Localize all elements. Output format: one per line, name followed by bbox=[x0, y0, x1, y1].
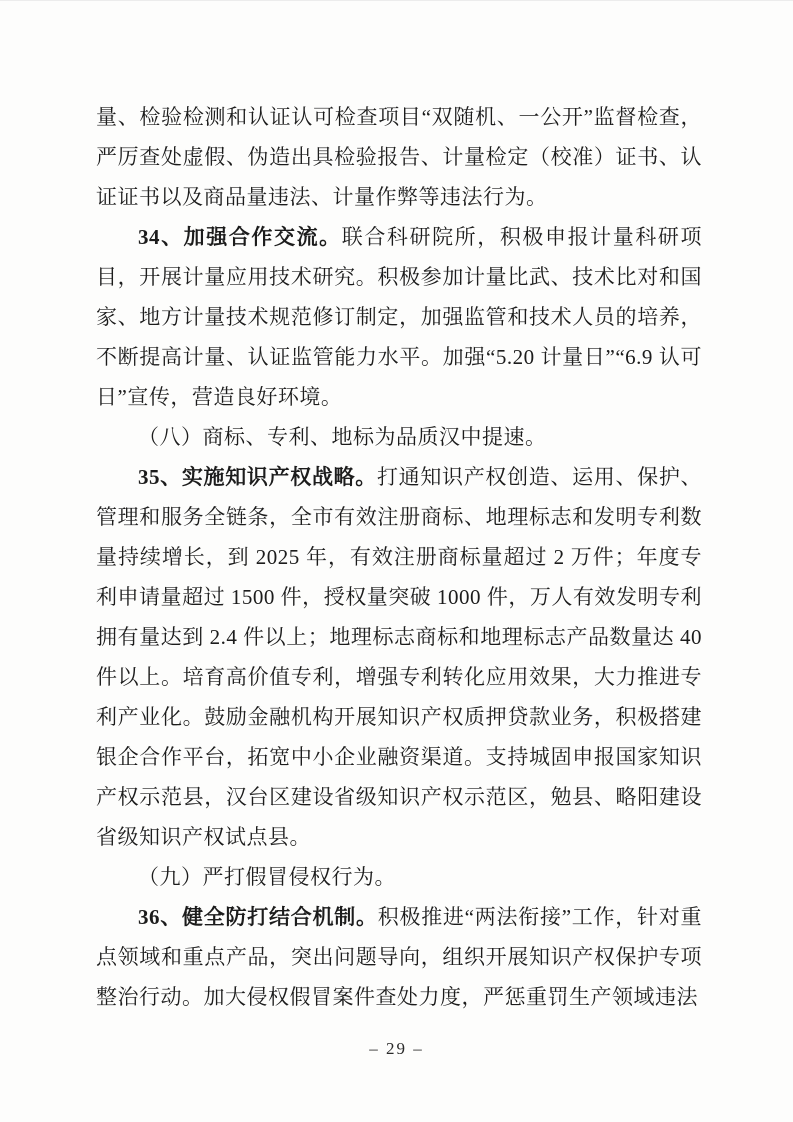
page-number: – 29 – bbox=[369, 1039, 424, 1058]
paragraph-34-lead: 34、加强合作交流。 bbox=[138, 225, 342, 249]
paragraph-continuation bbox=[96, 97, 702, 217]
paragraph-35-lead: 35、实施知识产权战略。 bbox=[138, 465, 377, 489]
paragraph-continuation-text: 量、检验检测和认证认可检查项目“双随机、一公开”监督检查，严厉查处虚假、伪造出具检验报告、计量检定（校准）证书、认证证书以及商品量违法、计量作弊等违法行为。 bbox=[96, 105, 702, 209]
section-heading-9-text: （九）严打假冒侵权行为。 bbox=[138, 865, 396, 889]
paragraph-34 bbox=[96, 217, 702, 417]
section-heading-9 bbox=[96, 857, 702, 897]
document-body bbox=[96, 97, 702, 1017]
paragraph-36-text: 积极推进“两法衔接”工作，针对重点领域和重点产品，突出问题导向，组织开展知识产权保护专项整治行动。加大侵权假冒案件查处力度，严惩重罚生产领域违法 bbox=[96, 905, 703, 1009]
paragraph-36-lead: 36、健全防打结合机制。 bbox=[138, 905, 378, 929]
paragraph-35 bbox=[96, 457, 702, 857]
paragraph-35-text: 打通知识产权创造、运用、保护、管理和服务全链条，全市有效注册商标、地理标志和发明专利数量持续增长，到 2025 年，有效注册商标量超过 2 万件；年度专利申请量超过 1500 件，授权量突破 1000 件，万人有效发明专利拥有量达到 2.4 件以上；地理标志商标和地理标志产品数量达 40 件以上。培育高价值专利，增强专利转化应用效果，大力推进专利产业化。鼓励金融机构开展知识产权质押贷款业务，积极搭建银企合作平台，拓宽中小企业融资渠道。支持城固申报国家知识产权示范县，汉台区建设省级知识产权示范区，勉县、略阳建设省级知识产权试点县。 bbox=[96, 465, 703, 849]
paragraph-34-text: 联合科研院所，积极申报计量科研项目，开展计量应用技术研究。积极参加计量比武、技术比对和国家、地方计量技术规范修订制定，加强监管和技术人员的培养，不断提高计量、认证监管能力水平。加强“5.20 计量日”“6.9 认可日”宣传，营造良好环境。 bbox=[96, 225, 702, 409]
paragraph-36 bbox=[96, 897, 702, 1017]
section-heading-8 bbox=[96, 417, 702, 457]
section-heading-8-text: （八）商标、专利、地标为品质汉中提速。 bbox=[138, 425, 547, 449]
